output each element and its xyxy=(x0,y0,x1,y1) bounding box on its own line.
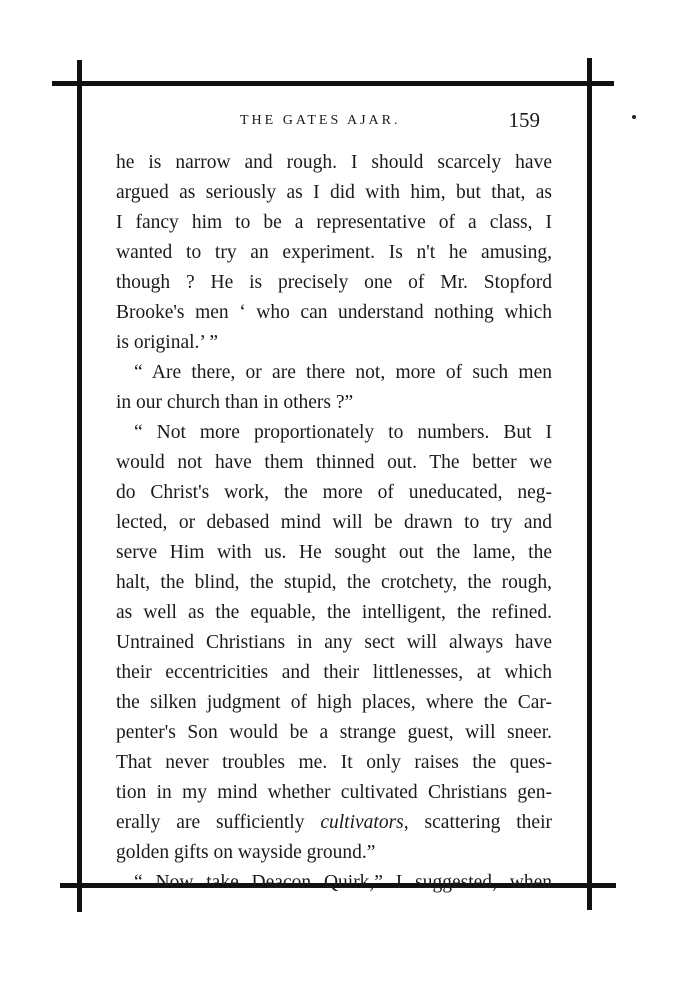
text-line: That never troubles me. It only raises the ques- xyxy=(116,752,552,773)
frame-rule-top xyxy=(52,81,614,86)
body-text xyxy=(116,148,552,898)
text-line: penter's Son would be a strange guest, will sneer. xyxy=(116,722,552,743)
text-line: tion in my mind whether cultivated Christians gen- xyxy=(116,782,552,803)
text-segment: , scattering their xyxy=(403,812,552,833)
page-header xyxy=(116,108,540,138)
frame-rule-right xyxy=(587,58,592,910)
text-line: their eccentricities and their littlenesses, at which xyxy=(116,662,552,683)
italic-word: cultivators xyxy=(320,812,404,833)
text-line: “ Not more proportionately to numbers. But I xyxy=(134,422,552,443)
text-line: golden gifts on wayside ground.” xyxy=(116,842,376,863)
text-line: lected, or debased mind will be drawn to try and xyxy=(116,512,552,533)
text-line: Brooke's men ‘ who can understand nothing which xyxy=(116,302,552,323)
text-line: serve Him with us. He sought out the lame, the xyxy=(116,542,552,563)
text-line: in our church than in others ?” xyxy=(116,392,354,413)
text-line: Untrained Christians in any sect will always have xyxy=(116,632,552,653)
text-line: do Christ's work, the more of uneducated, neg- xyxy=(116,482,552,503)
text-line: “ Now take Deacon Quirk,” I suggested, when xyxy=(134,872,552,893)
text-line: he is narrow and rough. I should scarcely have xyxy=(116,152,552,173)
text-line: the silken judgment of high places, where the Car- xyxy=(116,692,552,713)
text-line: is original.’ ” xyxy=(116,332,218,353)
text-line: though ? He is precisely one of Mr. Stopford xyxy=(116,272,552,293)
text-segment: erally are sufficiently xyxy=(116,812,321,833)
text-line-with-italic xyxy=(116,808,552,838)
text-line: I fancy him to be a representative of a class, I xyxy=(116,212,552,233)
running-title: THE GATES AJAR. xyxy=(240,113,401,128)
text-line: “ Are there, or are there not, more of such men xyxy=(134,362,552,383)
ink-speck xyxy=(632,115,636,119)
page-number: 159 xyxy=(508,108,540,132)
frame-rule-left xyxy=(77,60,82,912)
text-line: would not have them thinned out. The better we xyxy=(116,452,552,473)
text-line: wanted to try an experiment. Is n't he amusing, xyxy=(116,242,552,263)
text-line: as well as the equable, the intelligent, the refined. xyxy=(116,602,552,623)
text-line: halt, the blind, the stupid, the crotchety, the rough, xyxy=(116,572,552,593)
text-line: argued as seriously as I did with him, but that, as xyxy=(116,182,552,203)
